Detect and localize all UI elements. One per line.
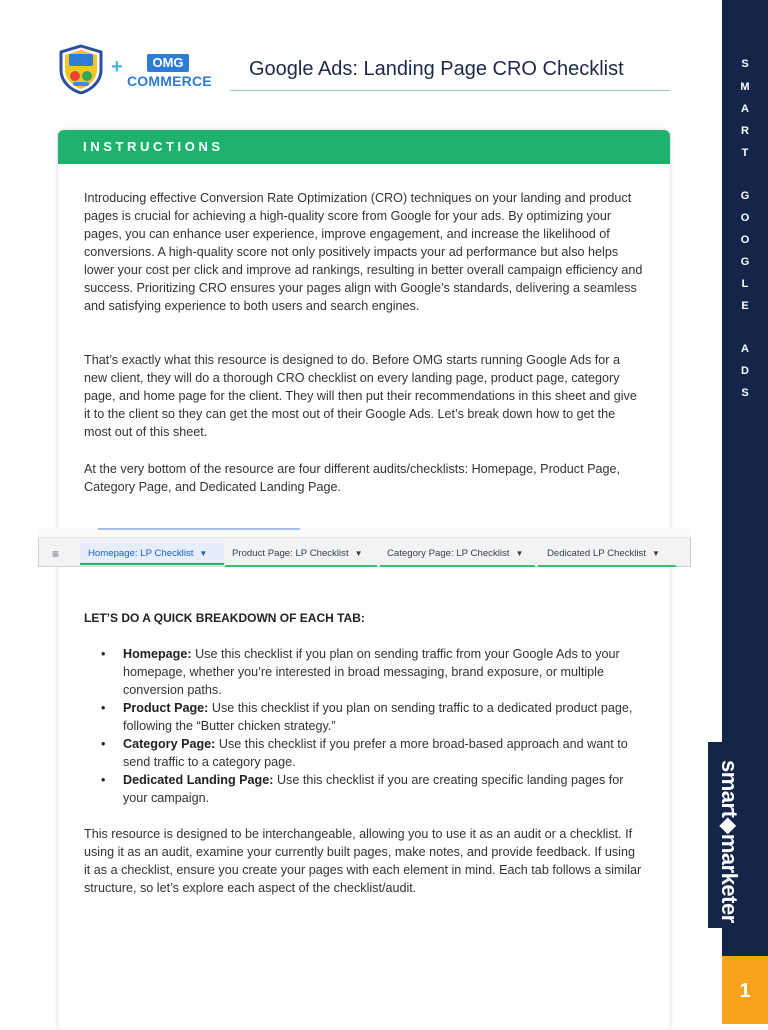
sidebar-letter: D bbox=[741, 365, 749, 377]
list-item-term: Product Page: bbox=[123, 701, 209, 715]
list-item-text: Use this checklist if you plan on sending traffic to a dedicated product page, following the “Butter chicken strategy.” bbox=[123, 701, 633, 733]
document-title: Google Ads: Landing Page CRO Checklist bbox=[249, 58, 624, 80]
tab-label: Product Page: LP Checklist bbox=[232, 548, 349, 559]
list-item bbox=[123, 645, 643, 699]
sidebar-letter: G bbox=[740, 190, 750, 202]
plus-sign: + bbox=[111, 56, 123, 78]
sidebar-letter: T bbox=[741, 147, 749, 159]
omg-logo: OMG bbox=[147, 54, 189, 72]
smart-marketer-logo: smart◆marketer bbox=[717, 760, 742, 923]
sidebar-letter: L bbox=[741, 278, 749, 290]
google-ads-badge-logo bbox=[58, 44, 104, 94]
sidebar-letter: G bbox=[740, 256, 750, 268]
instructions-heading: INSTRUCTIONS bbox=[83, 139, 224, 154]
tab-underline bbox=[225, 565, 377, 567]
tab-product-page-checklist[interactable] bbox=[232, 543, 363, 565]
tab-label: Homepage: LP Checklist bbox=[88, 548, 194, 559]
sidebar-letter: S bbox=[741, 387, 749, 399]
list-item bbox=[123, 735, 643, 771]
audits-paragraph: At the very bottom of the resource are four different audits/checklists: Homepage, Product Page, Category Page, and Dedicated Landing Page. bbox=[84, 462, 620, 494]
sidebar-letter: R bbox=[741, 125, 749, 137]
list-item-term: Category Page: bbox=[123, 737, 216, 751]
usage-paragraph: This resource is designed to be interchangeable, allowing you to use it as an audit or a checklist. If using it as an audit, examine your currently built pages, make notes, and provide feedback. If using it as a checklist, ensure you create your pages with each element in mind. Each tab follows a similar structure, so let’s explore each aspect of the checklist/audit. bbox=[84, 827, 642, 895]
sidebar-letter: E bbox=[741, 300, 749, 312]
tab-label: Dedicated LP Checklist bbox=[547, 548, 647, 559]
sidebar-letter: O bbox=[740, 234, 750, 246]
tab-label: Category Page: LP Checklist bbox=[387, 548, 510, 559]
list-item-term: Homepage: bbox=[123, 647, 192, 661]
caret-down-icon: ▼ bbox=[199, 549, 208, 558]
list-item bbox=[123, 771, 643, 807]
sidebar-letter: A bbox=[741, 343, 749, 355]
caret-down-icon: ▼ bbox=[652, 549, 660, 558]
list-item-text: Use this checklist if you prefer a more broad-based approach and want to send traffic to a category page. bbox=[123, 737, 628, 769]
sidebar-letter: M bbox=[740, 81, 750, 93]
tab-underline bbox=[538, 565, 676, 567]
sidebar-letter: A bbox=[741, 103, 749, 115]
page-number: 1 bbox=[739, 980, 751, 1002]
tab-homepage-checklist[interactable] bbox=[80, 543, 224, 565]
title-underline bbox=[230, 90, 670, 91]
tab-dedicated-lp-checklist[interactable] bbox=[547, 543, 660, 565]
intro-paragraph: Introducing effective Conversion Rate Optimization (CRO) techniques on your landing and product pages is crucial for achieving a high-quality score from Google for your ads. By optimizing your pages, you can enhance user experience, improve engagement, and increase the likelihood of conversions. A high-quality score not only positively impacts your ad performance but also helps lower your cost per click and improve ad rankings, resulting in better overall campaign efficiency and success. Prioritizing CRO ensures your pages align with Google’s standards, delivering a seamless and satisfying experience to both users and search engines. bbox=[84, 191, 643, 313]
list-item bbox=[123, 699, 643, 735]
tab-underline bbox=[380, 565, 535, 567]
all-sheets-menu-icon[interactable]: ≡ bbox=[52, 547, 60, 561]
list-item-text: Use this checklist if you plan on sending traffic from your Google Ads to your homepage, whether you’re interested in broad messaging, brand exposure, or multiple conversion paths. bbox=[123, 647, 620, 697]
breakdown-heading: LET’S DO A QUICK BREAKDOWN OF EACH TAB: bbox=[84, 611, 365, 625]
sidebar-letter: O bbox=[740, 212, 750, 224]
sidebar-letter: S bbox=[741, 58, 749, 70]
list-item-term: Dedicated Landing Page: bbox=[123, 773, 274, 787]
purpose-paragraph: That’s exactly what this resource is designed to do. Before OMG starts running Google Ads for a new client, they will do a thorough CRO checklist on every landing page, product page, category page, and home page for the client. They will then put their recommendations in this sheet and give it to the client so they can get the most out of their Google Ads. Let’s break down how to get the most out of this sheet. bbox=[84, 353, 637, 439]
tab-category-page-checklist[interactable] bbox=[387, 543, 523, 565]
tab-breakdown-list bbox=[123, 645, 643, 807]
omg-commerce-logo-text: COMMERCE bbox=[127, 73, 212, 89]
sheet-tab-bar-scroll bbox=[98, 528, 300, 530]
caret-down-icon: ▼ bbox=[354, 549, 363, 558]
caret-down-icon: ▼ bbox=[515, 549, 524, 558]
list-item-text: Use this checklist if you are creating specific landing pages for your campaign. bbox=[123, 773, 624, 805]
